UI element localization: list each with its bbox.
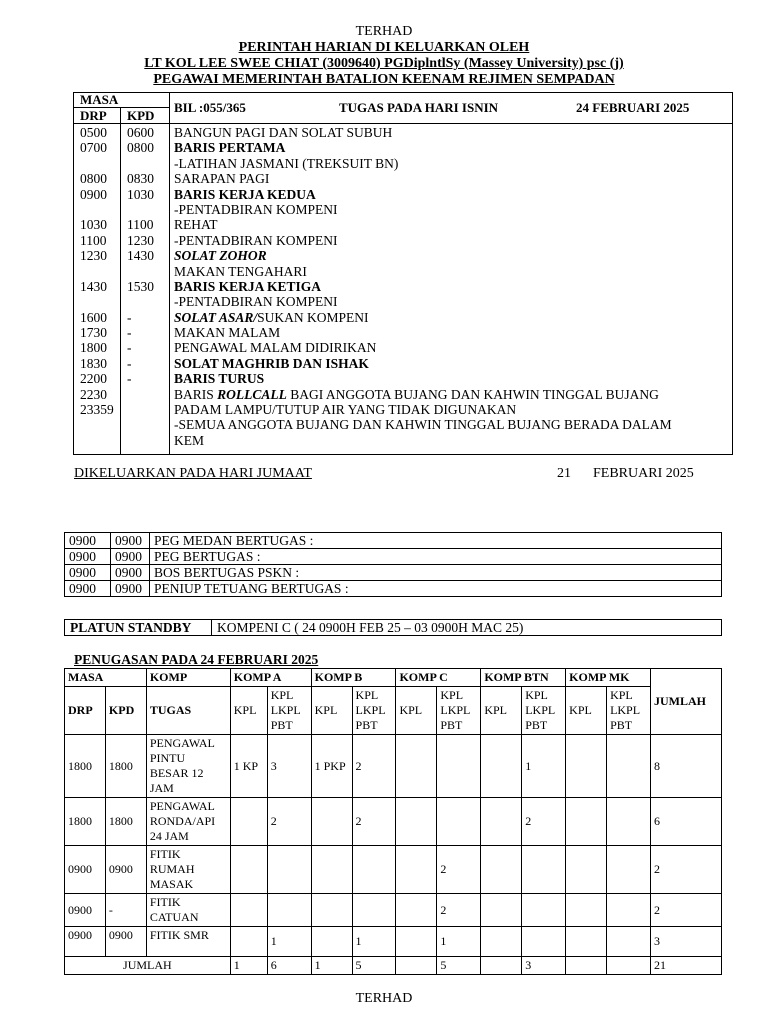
duty-kpd: 0900: [111, 549, 150, 565]
schedule-activity: MAKAN MALAM: [174, 325, 281, 341]
assignment-c-lk: 2: [437, 846, 481, 894]
issued-day: 21: [557, 466, 571, 481]
duty-officers-table: [64, 532, 722, 597]
duty-drp: 0900: [65, 581, 111, 597]
kpl-lkpl-pbt-header: KPL LKPL PBT: [352, 687, 396, 735]
header-line-2: LT KOL LEE SWEE CHIAT (3009640) PGDiplntlSy (Massey University) psc (j): [144, 56, 624, 71]
kpl-header: KPL: [230, 687, 267, 735]
total-mk-lk: [607, 957, 651, 975]
total-label: JUMLAH: [65, 957, 231, 975]
komp-c-header: KOMP C: [396, 669, 481, 687]
schedule-activity: -PENTADBIRAN KOMPENI: [174, 294, 338, 310]
total-a-kpl: 1: [230, 957, 267, 975]
schedule-drp: 1430: [80, 278, 107, 294]
assignment-btn-kpl: [481, 735, 522, 798]
schedule-drp: 1100: [80, 232, 107, 248]
duty-drp: 0900: [65, 549, 111, 565]
schedule-kpd: 0800: [127, 140, 154, 156]
classification-bottom: TERHAD: [355, 991, 413, 1006]
schedule-drp: 1800: [80, 340, 107, 356]
bil-number: BIL :055/365: [174, 100, 246, 115]
schedule-row: [74, 156, 732, 171]
assignment-jumlah: 8: [651, 735, 722, 798]
schedule-row: [74, 140, 732, 155]
schedule-activity: PADAM LAMPU/TUTUP AIR YANG TIDAK DIGUNAKAN: [174, 402, 517, 418]
daily-schedule-table: [73, 92, 733, 455]
schedule-date: 24 FEBRUARI 2025: [576, 100, 690, 115]
assignment-mk-kpl: [566, 846, 607, 894]
assignment-c-kpl: [396, 798, 437, 846]
assignment-c-kpl: [396, 846, 437, 894]
assignment-row: [65, 927, 722, 957]
assignment-c-lk: [437, 735, 481, 798]
duty-role: BOS BERTUGAS PSKN :: [150, 565, 722, 581]
drp-header: DRP: [80, 108, 107, 123]
schedule-row: [74, 202, 732, 217]
schedule-kpd: -: [127, 309, 132, 325]
issued-date: [557, 466, 716, 482]
schedule-activity: REHAT: [174, 217, 218, 233]
assignment-b-kpl: [311, 846, 352, 894]
schedule-activity: KEM: [174, 432, 204, 448]
komp-btn-header: KOMP BTN: [481, 669, 566, 687]
assignment-kpd: 1800: [105, 735, 146, 798]
total-b-kpl: 1: [311, 957, 352, 975]
assignment-mk-lk: [607, 735, 651, 798]
assignment-a-lk: 3: [267, 735, 311, 798]
duty-row: [65, 549, 722, 565]
schedule-activity: BARIS KERJA KETIGA: [174, 278, 322, 294]
kpl-lkpl-pbt-header: KPL LKPL PBT: [437, 687, 481, 735]
total-b-lk: 5: [352, 957, 396, 975]
assignment-b-kpl: 1 PKP: [311, 735, 352, 798]
assignment-jumlah: 6: [651, 798, 722, 846]
standby-platoon-table: [64, 619, 722, 636]
assignment-c-lk: 2: [437, 894, 481, 927]
duty-role: PEG MEDAN BERTUGAS :: [150, 533, 722, 549]
assignment-drp: 0900: [65, 846, 106, 894]
issued-month-year: FEBRUARI 2025: [593, 466, 694, 481]
duty-kpd: 0900: [111, 581, 150, 597]
duty-drp: 0900: [65, 565, 111, 581]
assignment-btn-lk: [522, 846, 566, 894]
schedule-row: [74, 325, 732, 340]
kpd-header: KPD: [127, 108, 155, 123]
masa-header: MASA: [80, 92, 119, 107]
schedule-row: [74, 233, 732, 248]
assignment-a-lk: [267, 846, 311, 894]
assignment-kpd: -: [105, 894, 146, 927]
schedule-activity: -PENTADBIRAN KOMPENI: [174, 232, 338, 248]
schedule-row: [74, 417, 732, 432]
schedule-row: [74, 279, 732, 294]
header-line-1: PERINTAH HARIAN DI KELUARKAN OLEH: [238, 40, 530, 55]
assignment-mk-kpl: [566, 735, 607, 798]
assignment-b-kpl: [311, 798, 352, 846]
assignment-title: PENUGASAN PADA 24 FEBRUARI 2025: [74, 652, 319, 667]
assignment-btn-kpl: [481, 798, 522, 846]
kpl-lkpl-pbt-header: KPL LKPL PBT: [607, 687, 651, 735]
assignment-tugas: FITIK CATUAN: [146, 894, 230, 927]
schedule-row: [74, 356, 732, 371]
assignment-a-kpl: [230, 927, 267, 957]
schedule-row: [74, 433, 732, 448]
assignment-b-kpl: [311, 927, 352, 957]
komp-a-header: KOMP A: [230, 669, 311, 687]
standby-label: PLATUN STANDBY: [65, 620, 212, 636]
schedule-activity: -LATIHAN JASMANI (TREKSUIT BN): [174, 155, 399, 171]
assignment-btn-kpl: [481, 894, 522, 927]
assignment-row: [65, 894, 722, 927]
assignment-row: [65, 798, 722, 846]
document-header: [0, 24, 768, 88]
kpl-header: KPL: [311, 687, 352, 735]
assignment-drp: 0900: [65, 927, 106, 957]
schedule-kpd: 1230: [127, 232, 154, 248]
assignment-b-lk: [352, 846, 396, 894]
assignment-btn-kpl: [481, 846, 522, 894]
classification-top: TERHAD: [355, 24, 413, 39]
total-jumlah: 21: [651, 957, 722, 975]
schedule-row: [74, 387, 732, 402]
assignment-mk-kpl: [566, 894, 607, 927]
assignment-btn-lk: [522, 927, 566, 957]
schedule-activity: BARIS TURUS: [174, 371, 265, 387]
schedule-activity: SOLAT MAGHRIB DAN ISHAK: [174, 355, 369, 371]
assignment-mk-lk: [607, 798, 651, 846]
schedule-drp: 1730: [80, 325, 107, 341]
schedule-drp: 1830: [80, 355, 107, 371]
tugas-col-header: TUGAS: [146, 687, 230, 735]
assignment-drp: 1800: [65, 735, 106, 798]
kpl-header: KPL: [566, 687, 607, 735]
komp-mk-header: KOMP MK: [566, 669, 651, 687]
assignment-btn-lk: 1: [522, 735, 566, 798]
kpl-lkpl-pbt-header: KPL LKPL PBT: [522, 687, 566, 735]
assignment-c-lk: 1: [437, 927, 481, 957]
total-btn-lk: 3: [522, 957, 566, 975]
schedule-activity: -PENTADBIRAN KOMPENI: [174, 201, 338, 217]
assignment-kpd: 1800: [105, 798, 146, 846]
assignment-drp: 0900: [65, 894, 106, 927]
assignment-drp: 1800: [65, 798, 106, 846]
drp-col-header: DRP: [65, 687, 106, 735]
schedule-activity: MAKAN TENGAHARI: [174, 263, 307, 279]
schedule-kpd: 0600: [127, 125, 154, 140]
schedule-kpd: -: [127, 371, 132, 387]
duty-drp: 0900: [65, 533, 111, 549]
assignment-a-lk: 2: [267, 798, 311, 846]
assignment-kpd: 0900: [105, 846, 146, 894]
schedule-activity: SOLAT ASAR/SUKAN KOMPENI: [174, 309, 369, 325]
schedule-kpd: 0830: [127, 171, 154, 187]
assignment-a-lk: 1: [267, 927, 311, 957]
schedule-kpd: 1530: [127, 278, 154, 294]
assignment-jumlah: 3: [651, 927, 722, 957]
assignment-table: [64, 668, 722, 975]
duty-row: [65, 581, 722, 597]
assignment-a-kpl: [230, 846, 267, 894]
assignment-mk-kpl: [566, 927, 607, 957]
assignment-b-lk: 2: [352, 735, 396, 798]
assignment-a-lk: [267, 894, 311, 927]
assignment-c-kpl: [396, 927, 437, 957]
assignment-mk-lk: [607, 846, 651, 894]
schedule-kpd: -: [127, 325, 132, 341]
kpl-lkpl-pbt-header: KPL LKPL PBT: [267, 687, 311, 735]
header-line-3: PEGAWAI MEMERINTAH BATALION KEENAM REJIMEN SEMPADAN: [153, 72, 615, 87]
schedule-row: [74, 171, 732, 186]
schedule-activity: BARIS PERTAMA: [174, 140, 286, 156]
schedule-drp: 0900: [80, 186, 107, 202]
schedule-row: [74, 294, 732, 309]
schedule-activity: SARAPAN PAGI: [174, 171, 270, 187]
assignment-c-kpl: [396, 894, 437, 927]
duty-role: PEG BERTUGAS :: [150, 549, 722, 565]
schedule-row: [74, 217, 732, 232]
schedule-drp: 1030: [80, 217, 107, 233]
tugas-day: TUGAS PADA HARI ISNIN: [339, 100, 499, 115]
duty-kpd: 0900: [111, 533, 150, 549]
schedule-activity: BARIS KERJA KEDUA: [174, 186, 316, 202]
schedule-kpd: 1100: [127, 217, 154, 233]
assignment-mk-kpl: [566, 798, 607, 846]
schedule-row: [74, 248, 732, 263]
schedule-drp: 2230: [80, 386, 107, 402]
schedule-activity: BANGUN PAGI DAN SOLAT SUBUH: [174, 125, 393, 140]
assignment-mk-lk: [607, 927, 651, 957]
schedule-kpd: -: [127, 355, 132, 371]
schedule-kpd: 1430: [127, 248, 154, 264]
total-mk-kpl: [566, 957, 607, 975]
assignment-tugas: FITIK RUMAH MASAK: [146, 846, 230, 894]
standby-value: KOMPENI C ( 24 0900H FEB 25 – 03 0900H MAC 25): [212, 620, 722, 636]
assignment-jumlah: 2: [651, 846, 722, 894]
assignment-jumlah: 2: [651, 894, 722, 927]
kpl-header: KPL: [396, 687, 437, 735]
schedule-drp: 0700: [80, 140, 107, 156]
total-a-lk: 6: [267, 957, 311, 975]
jumlah-header: JUMLAH: [651, 669, 722, 735]
kpl-header: KPL: [481, 687, 522, 735]
assignment-c-lk: [437, 798, 481, 846]
assignment-c-kpl: [396, 735, 437, 798]
assignment-tugas: PENGAWAL RONDA/API 24 JAM: [146, 798, 230, 846]
assignment-tugas: PENGAWAL PINTU BESAR 12 JAM: [146, 735, 230, 798]
masa-col-header: MASA: [65, 669, 147, 687]
schedule-row: [74, 371, 732, 386]
komp-b-header: KOMP B: [311, 669, 396, 687]
assignment-btn-lk: 2: [522, 798, 566, 846]
assignment-b-lk: [352, 894, 396, 927]
schedule-row: [74, 340, 732, 355]
duty-row: [65, 565, 722, 581]
schedule-drp: 2200: [80, 371, 107, 387]
schedule-row: [74, 264, 732, 279]
schedule-drp: 1230: [80, 248, 107, 264]
total-c-kpl: [396, 957, 437, 975]
schedule-drp: 1600: [80, 309, 107, 325]
schedule-kpd: 1030: [127, 186, 154, 202]
komp-col-header: KOMP: [146, 669, 230, 687]
duty-row: [65, 533, 722, 549]
assignment-total-row: [65, 957, 722, 975]
schedule-row: [74, 310, 732, 325]
schedule-row: [74, 125, 732, 140]
assignment-a-kpl: [230, 798, 267, 846]
schedule-activity: SOLAT ZOHOR: [174, 248, 267, 264]
assignment-btn-lk: [522, 894, 566, 927]
assignment-kpd: 0900: [105, 927, 146, 957]
assignment-mk-lk: [607, 894, 651, 927]
assignment-tugas: FITIK SMR: [146, 927, 230, 957]
schedule-drp: 0800: [80, 171, 107, 187]
schedule-drp: 0500: [80, 125, 107, 140]
schedule-rows: [74, 125, 732, 448]
assignment-b-lk: 2: [352, 798, 396, 846]
schedule-kpd: -: [127, 340, 132, 356]
schedule-row: [74, 187, 732, 202]
kpd-col-header: KPD: [105, 687, 146, 735]
assignment-a-kpl: [230, 894, 267, 927]
assignment-row: [65, 846, 722, 894]
issued-text: DIKELUARKAN PADA HARI JUMAAT: [74, 466, 312, 481]
assignment-b-kpl: [311, 894, 352, 927]
total-btn-kpl: [481, 957, 522, 975]
schedule-row: [74, 402, 732, 417]
duty-kpd: 0900: [111, 565, 150, 581]
schedule-drp: 23359: [80, 402, 114, 418]
assignment-btn-kpl: [481, 927, 522, 957]
schedule-activity: BARIS ROLLCALL BAGI ANGGOTA BUJANG DAN KAHWIN TINGGAL BUJANG: [174, 386, 659, 402]
assignment-row: [65, 735, 722, 798]
schedule-activity: PENGAWAL MALAM DIDIRIKAN: [174, 340, 377, 356]
schedule-activity: -SEMUA ANGGOTA BUJANG DAN KAHWIN TINGGAL BUJANG BERADA DALAM: [174, 417, 672, 433]
assignment-a-kpl: 1 KP: [230, 735, 267, 798]
assignment-b-lk: 1: [352, 927, 396, 957]
duty-role: PENIUP TETUANG BERTUGAS :: [150, 581, 722, 597]
total-c-lk: 5: [437, 957, 481, 975]
